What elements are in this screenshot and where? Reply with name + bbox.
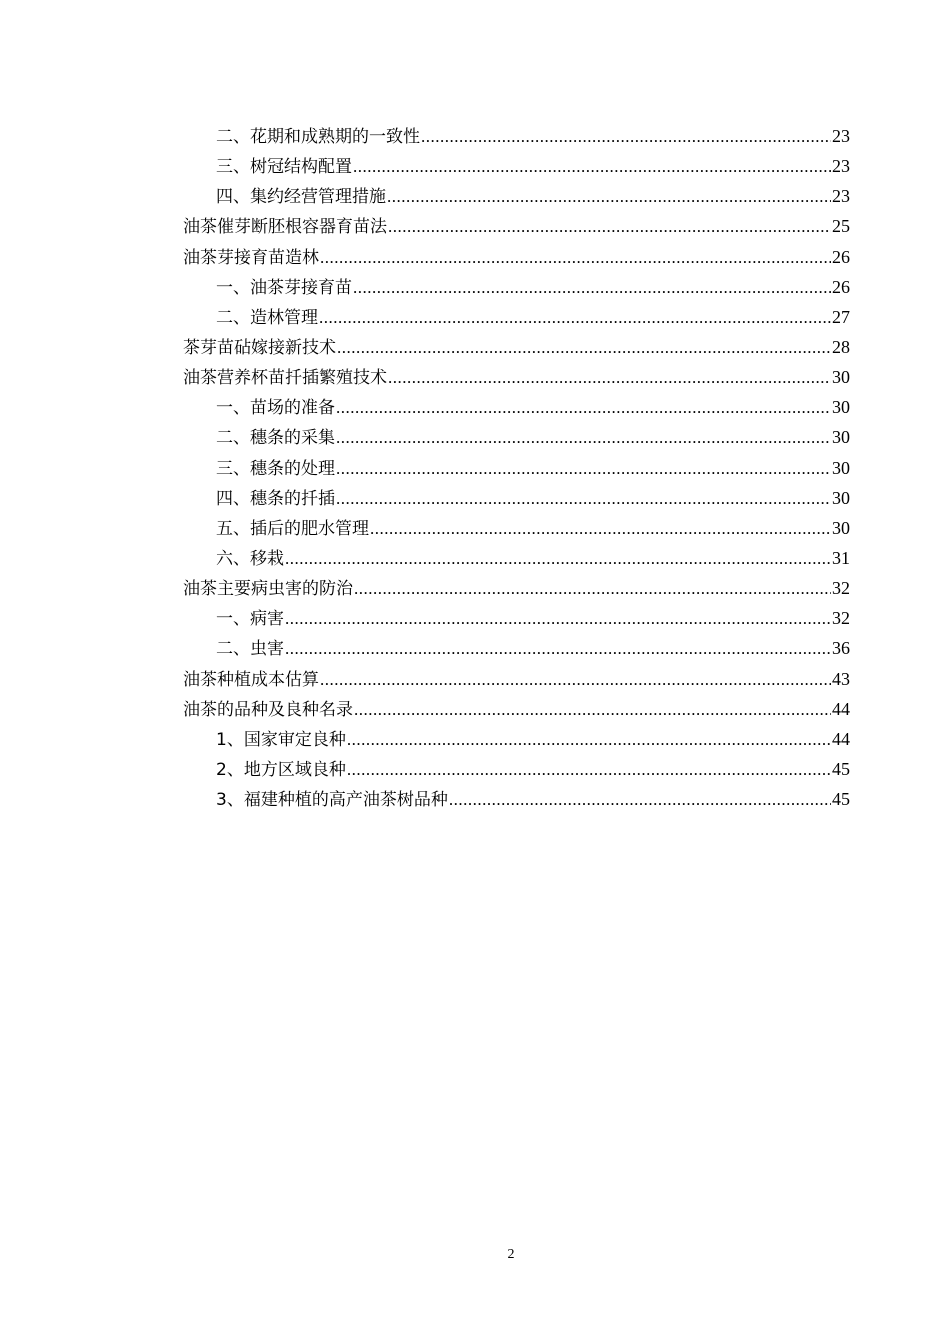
toc-entry-title: 一、病害	[216, 609, 284, 630]
toc-entry-page: 45	[832, 789, 850, 810]
toc-entry[interactable]	[183, 151, 850, 181]
toc-entry-page: 23	[832, 186, 850, 207]
toc-entry-title: 二、花期和成熟期的一致性	[216, 127, 420, 147]
toc-leader-dots	[285, 634, 831, 664]
toc-entry-title: 四、穗条的扦插	[216, 488, 335, 509]
toc-entry[interactable]	[183, 664, 850, 694]
toc-leader-dots	[388, 212, 831, 242]
toc-entry-page: 30	[832, 457, 850, 478]
toc-entry-title: 3、福建种植的高产油茶树品种	[216, 790, 448, 811]
toc-entry-page: 43	[832, 668, 850, 689]
toc-entry-page: 30	[832, 397, 850, 418]
toc-leader-dots	[285, 544, 831, 574]
toc-entry-title: 二、穗条的采集	[216, 428, 335, 449]
toc-entry[interactable]	[183, 272, 850, 302]
toc-entry-title: 四、集约经营管理措施	[216, 187, 386, 208]
toc-leader-dots	[285, 604, 831, 634]
toc-entry-title: 三、穗条的处理	[216, 458, 335, 479]
toc-leader-dots	[320, 243, 831, 273]
toc-entry-page: 31	[832, 547, 850, 568]
toc-leader-dots	[347, 755, 831, 785]
toc-entry[interactable]	[183, 483, 850, 513]
toc-entry[interactable]	[183, 422, 850, 452]
toc-entry[interactable]	[183, 784, 850, 814]
toc-entry[interactable]	[183, 121, 850, 151]
page-number: 2	[507, 1247, 515, 1262]
toc-leader-dots	[337, 333, 831, 363]
toc-entry[interactable]	[183, 392, 850, 422]
toc-entry-title: 一、油茶芽接育苗	[216, 277, 352, 298]
toc-entry[interactable]	[183, 754, 850, 784]
toc-entry-title: 茶芽苗砧嫁接新技术	[183, 337, 336, 358]
toc-entry[interactable]	[183, 181, 850, 211]
toc-entry[interactable]	[183, 513, 850, 543]
toc-entry-page: 27	[832, 306, 850, 327]
toc-leader-dots	[336, 423, 831, 453]
toc-entry[interactable]	[183, 724, 850, 754]
toc-leader-dots	[336, 454, 831, 484]
toc-entry-title: 三、树冠结构配置	[216, 157, 352, 178]
toc-entry-page: 32	[832, 578, 850, 599]
toc-leader-dots	[370, 514, 831, 544]
toc-entry-page: 26	[832, 276, 850, 297]
toc-entry[interactable]	[183, 211, 850, 241]
toc-entry-page: 30	[832, 367, 850, 388]
toc-entry-page: 30	[832, 517, 850, 538]
toc-leader-dots	[336, 393, 831, 423]
toc-entry-title: 五、插后的肥水管理	[216, 518, 369, 539]
toc-entry-page: 45	[832, 758, 850, 779]
toc-entry-page: 44	[832, 698, 850, 719]
toc-entry-page: 32	[832, 608, 850, 629]
toc-entry-title: 油茶催芽断胚根容器育苗法	[183, 217, 387, 238]
toc-entry-page: 44	[832, 728, 850, 749]
toc-entry-title: 油茶的品种及良种名录	[183, 699, 353, 720]
toc-leader-dots	[320, 665, 831, 695]
toc-entry[interactable]	[183, 332, 850, 362]
toc-entry-page: 23	[832, 156, 850, 177]
toc-entry-title: 二、虫害	[216, 639, 284, 660]
toc-leader-dots	[353, 273, 831, 303]
toc-entry[interactable]	[183, 573, 850, 603]
toc-entry-page: 30	[832, 487, 850, 508]
toc-entry-page: 23	[832, 126, 850, 146]
toc-leader-dots	[336, 484, 831, 514]
toc-entry[interactable]	[183, 453, 850, 483]
toc-entry-page: 36	[832, 638, 850, 659]
toc-leader-dots	[449, 785, 831, 815]
toc-entry[interactable]	[183, 603, 850, 633]
toc-entry-title: 油茶主要病虫害的防治	[183, 579, 353, 600]
toc-entry-title: 油茶种植成本估算	[183, 669, 319, 690]
toc-entry-title: 油茶营养杯苗扦插繁殖技术	[183, 368, 387, 389]
toc-leader-dots	[319, 303, 831, 333]
toc-entry-title: 二、造林管理	[216, 307, 318, 328]
toc-entry-title: 1、国家审定良种	[216, 729, 346, 750]
toc-leader-dots	[421, 122, 831, 152]
toc-entry-title: 六、移栽	[216, 548, 284, 569]
toc-leader-dots	[353, 152, 831, 182]
toc-leader-dots	[387, 182, 831, 212]
toc-leader-dots	[354, 574, 831, 604]
toc-entry[interactable]	[183, 242, 850, 272]
toc-leader-dots	[354, 695, 831, 725]
toc-leader-dots	[347, 725, 831, 755]
toc-leader-dots	[388, 363, 831, 393]
toc-entry-page: 25	[832, 216, 850, 237]
toc-entry-page: 28	[832, 336, 850, 357]
toc-entry[interactable]	[183, 302, 850, 332]
toc-entry[interactable]	[183, 633, 850, 663]
toc-entry[interactable]	[183, 543, 850, 573]
table-of-contents	[183, 121, 850, 814]
toc-entry[interactable]	[183, 694, 850, 724]
toc-entry-title: 2、地方区域良种	[216, 759, 346, 780]
toc-entry-page: 30	[832, 427, 850, 448]
toc-entry[interactable]	[183, 362, 850, 392]
toc-entry-title: 油茶芽接育苗造林	[183, 247, 319, 268]
toc-entry-page: 26	[832, 246, 850, 267]
toc-entry-title: 一、苗场的准备	[216, 398, 335, 419]
